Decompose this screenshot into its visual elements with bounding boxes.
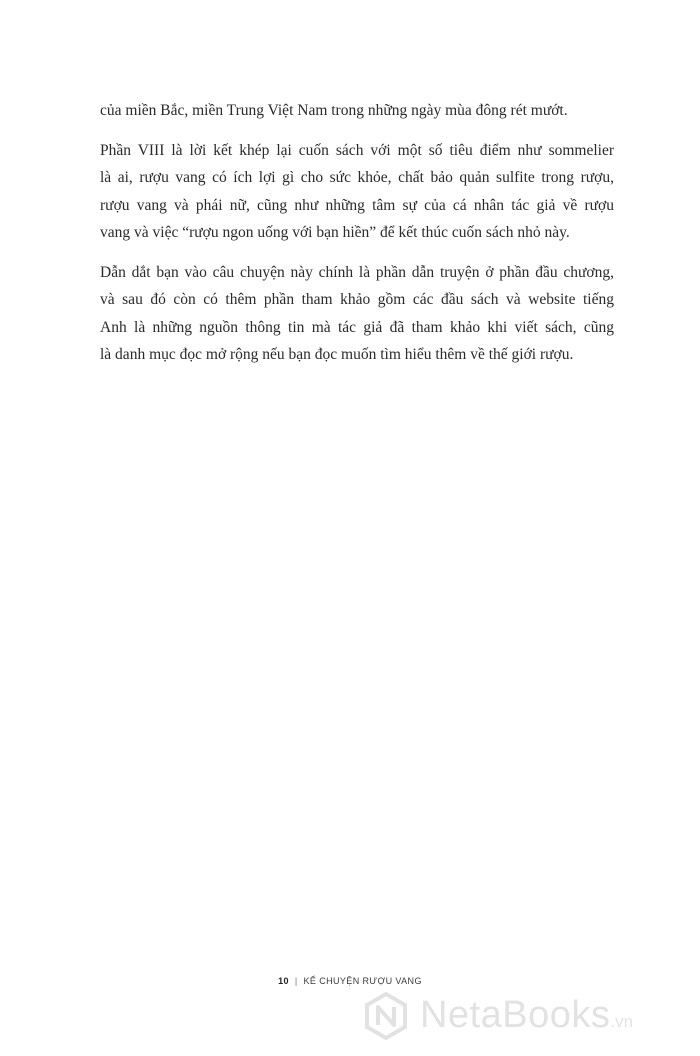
- text-line: vang và việc “rượu ngon uống với bạn hiền” để kết thúc cuốn sách nhỏ này.: [100, 224, 570, 241]
- text-line: của miền Bắc, miền Trung Việt Nam trong những ngày mùa đông rét mướt.: [100, 102, 568, 119]
- watermark: [362, 986, 692, 1046]
- body-text: [100, 97, 614, 381]
- paragraph-1: [100, 97, 614, 125]
- netabooks-logo-icon: [362, 992, 410, 1040]
- text-line: Anh là những nguồn thông tin mà tác giả đã tham khảo khi viết sách, cũng: [100, 318, 614, 336]
- text-line: Dẫn dắt bạn vào câu chuyện này chính là phần dẫn truyện ở phần đầu chương,: [100, 263, 614, 281]
- page-footer: [0, 976, 700, 986]
- watermark-suffix: .vn: [610, 1012, 634, 1031]
- watermark-brand: NetaBooks: [420, 994, 611, 1036]
- text-line: Phần VIII là lời kết khép lại cuốn sách với một số tiêu điểm như sommelier: [100, 141, 614, 159]
- page-number: 10: [278, 976, 289, 986]
- text-line: là danh mục đọc mở rộng nếu bạn đọc muốn tìm hiểu thêm về thế giới rượu.: [100, 346, 574, 363]
- watermark-text: [420, 994, 633, 1037]
- text-line: và sau đó còn có thêm phần tham khảo gồm các đầu sách và website tiếng: [100, 291, 614, 308]
- text-line: rượu vang và phái nữ, cũng như những tâm sự của cá nhân tác giả về rượu: [100, 196, 614, 214]
- footer-separator: |: [294, 976, 298, 986]
- paragraph-2: [100, 137, 614, 247]
- paragraph-3: [100, 259, 614, 369]
- running-title: KỂ CHUYỆN RƯỢU VANG: [303, 976, 422, 986]
- text-line: là ai, rượu vang có ích lợi gì cho sức khỏe, chất bảo quản sulfite trong rượu,: [100, 169, 614, 186]
